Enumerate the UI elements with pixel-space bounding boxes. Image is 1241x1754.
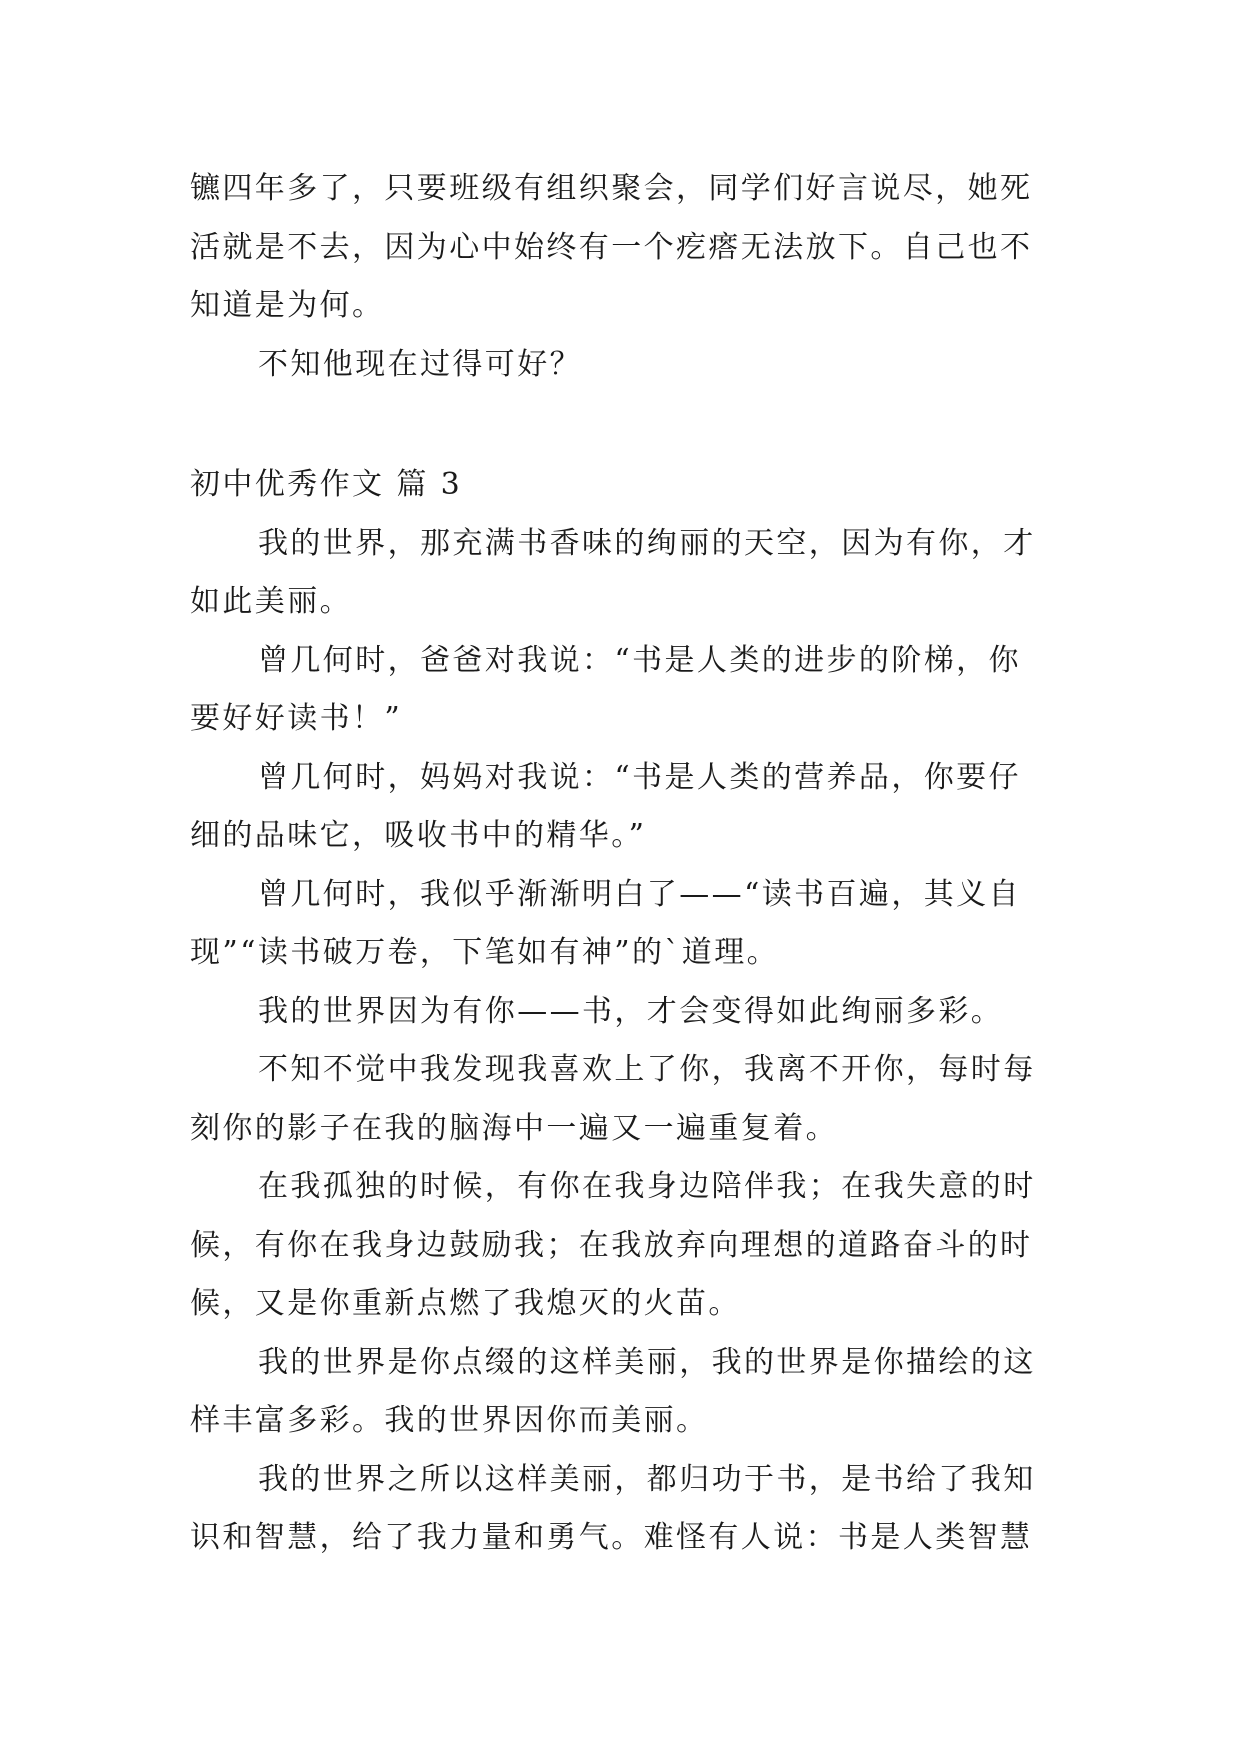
text-line: 细的品味它，吸收书中的精华。” [190,818,647,853]
paragraph-first-line: 不知不觉中我发现我喜欢上了你，我离不开你，每时每 [258,1052,1036,1087]
text-line: 候，又是你重新点燃了我熄灭的火苗。 [190,1286,741,1321]
text-line: 样丰富多彩。我的世界因你而美丽。 [190,1403,709,1438]
text-line: 候，有你在我身边鼓励我；在我放弃向理想的道路奋斗的时 [190,1227,1033,1263]
paragraph-first-line: 曾几何时，妈妈对我说：“书是人类的营养品，你要仔 [258,759,1021,795]
text-line: 镳四年多了，只要班级有组织聚会，同学们好言说尽，她死 [190,171,1033,206]
document-page [190,160,1050,1568]
paragraph-first-line: 不知他现在过得可好？ [258,346,582,382]
text-line: 刻你的影子在我的脑海中一遍又一遍重复着。 [190,1110,838,1146]
section-heading: 初中优秀作文 篇 3 [190,467,463,502]
text-line: 活就是不去，因为心中始终有一个疙瘩无法放下。自己也不 [190,229,1033,265]
paragraph-first-line: 曾几何时，爸爸对我说：“书是人类的进步的阶梯，你 [258,642,1021,678]
text-line: 知道是为何。 [190,288,385,323]
paragraph-first-line: 我的世界之所以这样美丽，都归功于书，是书给了我知 [258,1461,1036,1497]
paragraph-first-line: 我的世界，那充满书香味的绚丽的天空，因为有你，才 [258,525,1036,561]
paragraph-first-line: 我的世界因为有你——书，才会变得如此绚丽多彩。 [258,993,1004,1029]
text-line: 识和智慧，给了我力量和勇气。难怪有人说：书是人类智慧 [190,1520,1033,1555]
text-line: 要好好读书！” [190,701,403,736]
text-line: 现”“读书破万卷，下笔如有神”的`道理。 [190,935,780,970]
text-line: 如此美丽。 [190,584,352,619]
paragraph-first-line: 在我孤独的时候，有你在我身边陪伴我；在我失意的时 [258,1169,1036,1204]
paragraph-first-line: 我的世界是你点缀的这样美丽，我的世界是你描绘的这 [258,1344,1036,1380]
paragraph-first-line: 曾几何时，我似乎渐渐明白了——“读书百遍，其义自 [258,876,1021,912]
section-gap [190,394,1050,456]
